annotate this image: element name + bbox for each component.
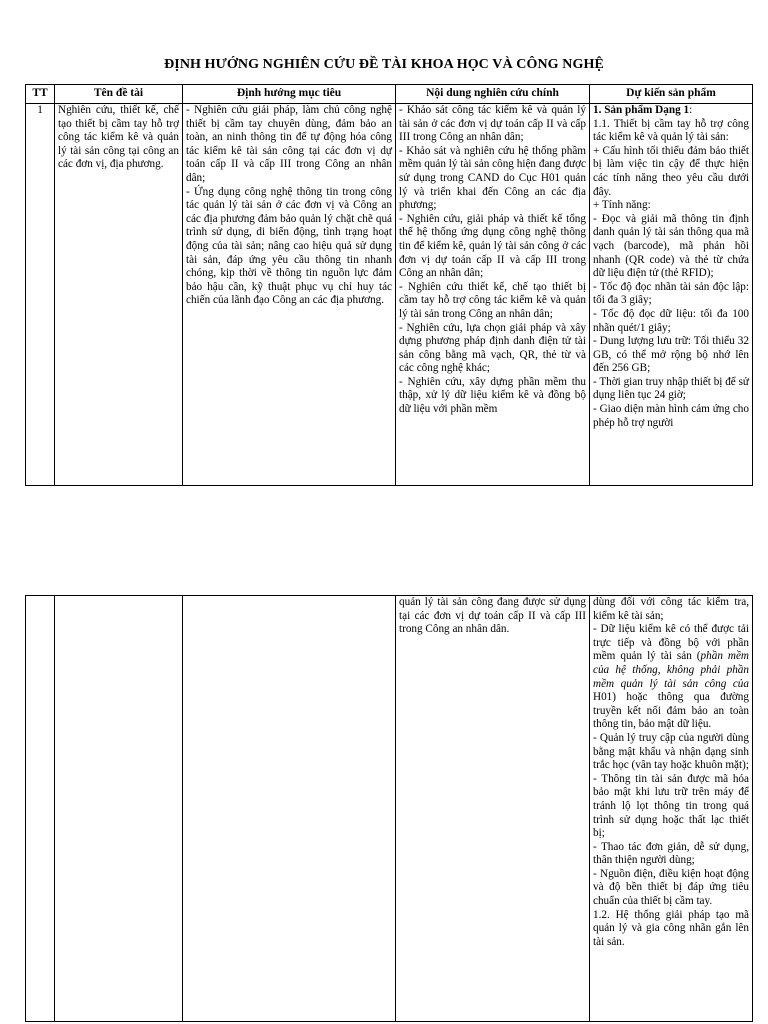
header-ten-de-tai: Tên đề tài — [55, 85, 183, 104]
table-row — [26, 596, 753, 1022]
san-pham-item: 1.2. Hệ thống giải pháp tạo mã quản lý và gia công nhãn gắn lên tài sản. — [593, 908, 749, 948]
cell-noi-dung — [396, 104, 590, 486]
san-pham-item: - Dung lượng lưu trữ: Tối thiểu 32 GB, có thể mở rộng bộ nhớ lên đến 256 GB; — [593, 335, 749, 375]
san-pham-item: dùng đối với công tác kiểm tra, kiểm kê tài sản; — [593, 596, 749, 622]
san-pham-item: - Đọc và giải mã thông tin định danh quản lý tài sản thông qua mã vạch (barcode), mã phản hồi nhanh (QR code) và thẻ từ chứa dữ liệu điện tử (thẻ RFID); — [593, 212, 749, 280]
cell-ten-de-tai-empty — [55, 596, 183, 1022]
noi-dung-item: - Khảo sát và nghiên cứu hệ thống phầm mềm quản lý tài sản công hiện đang được sử dụng trong CAND do Cục H01 quản lý và triển khai đến Công an các địa phương; — [399, 144, 586, 212]
san-pham-item: 1.1. Thiết bị cầm tay hỗ trợ công tác kiểm kê và quản lý tài sản: — [593, 117, 749, 144]
research-table-part-2 — [25, 595, 753, 1022]
san-pham-item: - Thông tin tài sản được mã hóa bảo mật khi lưu trữ trên máy để tránh lộ lọt thông tin trong quá trình sử dụng hoặc thất lạc thiết bị; — [593, 772, 749, 840]
san-pham-item: - Thời gian truy nhập thiết bị để sử dụng liên tục 24 giờ; — [593, 375, 749, 402]
san-pham-item: - Quản lý truy cập của người dùng bằng mật khẩu và nhận dạng sinh trắc học (vân tay hoặc khuôn mặt); — [593, 731, 749, 772]
header-tt: TT — [26, 85, 55, 104]
san-pham-item: - Nguồn điện, điều kiện hoạt động và độ bền thiết bị đáp ứng tiêu chuẩn của thiết bị cầm tay. — [593, 867, 749, 908]
san-pham-item: - Thao tác đơn giản, dễ sử dụng, thân thiện người dùng; — [593, 840, 749, 867]
san-pham-item: - Tốc độ đọc dữ liệu: tối đa 100 nhãn quét/1 giây; — [593, 307, 749, 334]
document-title: ĐỊNH HƯỚNG NGHIÊN CỨU ĐỀ TÀI KHOA HỌC VÀ CÔNG NGHỆ — [164, 57, 604, 72]
cell-tt: 1 — [26, 104, 55, 486]
muc-tieu-item: - Nghiên cứu giải pháp, làm chủ công nghệ thiết bị cầm tay chuyên dùng, đảm bảo an toàn, an ninh thông tin để tự động hóa công tác kiểm kê tài sản công tại các đơn vị dự toán cấp II và cấp III trong Công an nhân dân; — [186, 104, 392, 184]
cell-san-pham — [590, 104, 753, 486]
san-pham-heading: 1. Sản phẩm Dạng 1: — [593, 104, 693, 116]
cell-tt-empty — [26, 596, 55, 1022]
san-pham-item: - Tốc độ đọc nhãn tài sản độc lập: tối đa 3 giây; — [593, 280, 749, 307]
san-pham-item: + Tính năng: — [593, 199, 651, 212]
cell-noi-dung-continued: quản lý tài sản công đang được sử dụng tại các đơn vị dự toán cấp II và cấp III trong Công an nhân dân. — [396, 596, 590, 1022]
noi-dung-item: - Nghiên cứu, xây dựng phần mềm thu thập, xử lý dữ liệu kiểm kê và đồng bộ dữ liệu với phần mềm — [399, 375, 586, 416]
cell-ten-de-tai: Nghiên cứu, thiết kế, chế tạo thiết bị cầm tay hỗ trợ công tác kiểm kê và quản lý tài sản công tại công an các đơn vị, địa phương. — [55, 104, 183, 486]
noi-dung-item: - Nghiên cứu, giải pháp và thiết kế tổng thể hệ thống ứng dụng công nghệ thông tin để kiểm kê, quản lý tài sản công ở các đơn vị dự toán cấp II và cấp III trong Công an nhân dân; — [399, 212, 586, 280]
noi-dung-item: - Khảo sát công tác kiểm kê và quản lý tài sản ở các đơn vị dự toán cấp II và cấp III trong Công an nhân dân; — [399, 104, 586, 144]
header-du-kien-san-pham: Dự kiến sản phẩm — [590, 85, 753, 104]
san-pham-item: + Cấu hình tối thiểu đảm bảo thiết bị làm việc tin cậy để thực hiện các tính năng theo yêu cầu dưới đây. — [593, 144, 749, 198]
san-pham-item: - Dữ liệu kiểm kê có thể được tải trực tiếp và đồng bộ với phần mềm quản lý tài sản (phần mềm của hệ thống, không phải phần mềm quản lý tài sản công của H01) hoặc thông qua đường truyền kết nối đảm bảo an toàn thông tin, bảo mật dữ liệu. — [593, 623, 750, 731]
noi-dung-item: - Nghiên cứu thiết kế, chế tạo thiết bị cầm tay hỗ trợ công tác kiểm kê và quản lý tài sản trong Công an nhân dân; — [399, 280, 586, 320]
cell-san-pham-continued — [590, 596, 753, 1022]
header-dinh-huong-muc-tieu: Định hướng mục tiêu — [183, 85, 396, 104]
muc-tieu-item: - Ứng dụng công nghệ thông tin trong công tác quản lý tài sản ở các đơn vị và Công an các địa phương đảm bảo quản lý chặt chẽ quá trình sử dụng, di biến động, tình trạng hoạt động của tài sản; nâng cao hiệu quả sử dụng tài sản, đáp ứng yêu cầu thông tin nhanh chóng, kịp thời về thông tin nguồn lực đảm bảo hậu cần, kỹ thuật phục vụ chỉ huy tác chiến của lãnh đạo Công an các địa phương. — [186, 185, 392, 307]
san-pham-item: - Giao diện màn hình cảm ứng cho phép hỗ trợ người — [593, 403, 749, 429]
cell-muc-tieu — [183, 104, 396, 486]
research-table-part-1 — [25, 84, 753, 486]
noi-dung-item: - Nghiên cứu, lựa chọn giải pháp và xây dựng phương pháp định danh điện tử tài sản công bằng mã vạch, QR, thẻ từ và các công nghệ khác; — [399, 321, 586, 375]
cell-muc-tieu-empty — [183, 596, 396, 1022]
header-noi-dung: Nội dung nghiên cứu chính — [396, 85, 590, 104]
table-row — [26, 104, 753, 486]
table-header-row — [26, 85, 753, 104]
